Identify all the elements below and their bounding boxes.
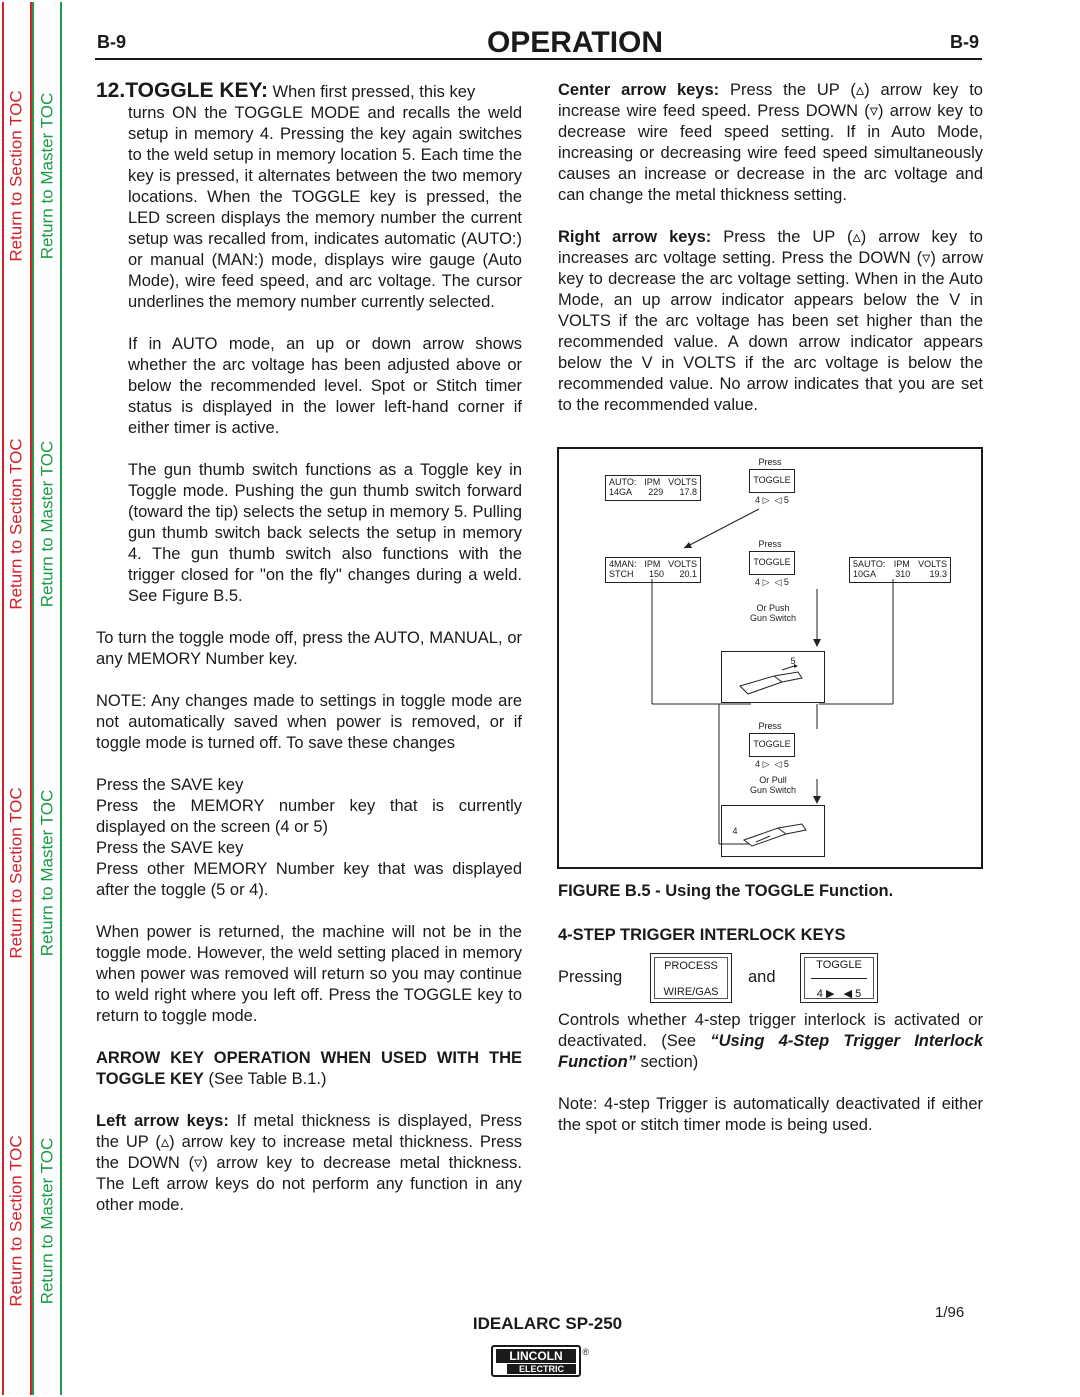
gun-thumb-switch-paragraph: The gun thumb switch functions as a Toggle key in Toggle mode. Pushing the gun thumb switch forward (toward the tip) selects the setup in memory 5. Pulling gun thumb switch back selects the setup in memory 4. The gun thumb switch also functions with the trigger closed for "on the fly" changes during a weld. See Figure B.5. [128, 461, 522, 605]
return-to-section-toc-link[interactable]: Return to Section TOC [7, 1135, 27, 1307]
press-label: Press [758, 457, 782, 467]
return-to-master-toc-link[interactable]: Return to Master TOC [37, 441, 57, 608]
pressing-label: Pressing [558, 968, 623, 986]
auto-mode-paragraph: If in AUTO mode, an up or down arrow shows whether the arc voltage has been adjusted above or below the recommended level. Spot or Stitch timer status is displayed in the lower left-hand corner if either timer is active. [128, 335, 522, 437]
return-to-section-toc-link[interactable]: Return to Section TOC [7, 438, 27, 611]
left-arrow-keys-paragraph: Left arrow keys: If metal thickness is displayed, Press the UP (▵) arrow key to increase metal thickness. Press the DOWN (▿) arrow key to decrease metal thickness. The Left arrow keys do not perform any function in any other mode. [96, 1112, 522, 1214]
lcd-auto-display-5: 5AUTO: IPM VOLTS 10GA 310 19.3 [849, 557, 951, 583]
toggle-arrows: 4 ▷ ◁ 5 [755, 577, 789, 587]
step-number: 12. [96, 79, 126, 102]
note-4-step: Note: 4-step Trigger is automatically deactivated if either the spot or stitch timer mode is being used. [558, 1095, 983, 1134]
interlock-heading: 4-STEP TRIGGER INTERLOCK KEYS [558, 926, 846, 944]
process-wire-gas-key: PROCESS WIRE/GAS [650, 953, 732, 1003]
lincoln-electric-logo: LINCOLN ® ELECTRIC [491, 1345, 581, 1377]
interlock-text [558, 1010, 983, 1157]
figure-caption: FIGURE B.5 - Using the TOGGLE Function. [558, 882, 894, 900]
page-title: OPERATION [486, 26, 664, 59]
return-to-master-toc-link[interactable]: Return to Master TOC [37, 1137, 57, 1305]
toggle-arrows: 4 ▷ ◁ 5 [755, 495, 789, 505]
master-toc-sidebar [32, 2, 62, 1395]
note-paragraph: NOTE: Any changes made to settings in toggle mode are not automatically saved when power is removed, or if toggle mode is turned off. To save these changes [96, 692, 522, 752]
lcd-auto-display: AUTO: IPM VOLTS 14GA 229 17.8 [605, 475, 701, 501]
arrow-key-heading: ARROW KEY OPERATION WHEN USED WITH THE TOGGLE KEY (See Table B.1.) [96, 1049, 522, 1088]
save-step-2: Press the SAVE key [96, 839, 244, 857]
figure-b5 [557, 447, 983, 869]
step-title: TOGGLE KEY: [125, 79, 268, 102]
toggle-off-paragraph: To turn the toggle mode off, press the AUTO, MANUAL, or any MEMORY Number key. [96, 629, 522, 668]
controls-paragraph: Controls whether 4-step trigger interlock is activated or deactivated. (See “Using 4-Step Trigger Interlock Function” section) [558, 1011, 983, 1071]
revision-date: 1/96 [935, 1304, 965, 1321]
save-step-1: Press the SAVE key [96, 776, 244, 794]
or-push-label: Or Push Gun Switch [749, 603, 797, 623]
return-to-section-toc-link[interactable]: Return to Section TOC [7, 786, 27, 959]
gun-switch-back-illustration: 4 [721, 805, 825, 857]
step-12-lead [96, 80, 522, 103]
right-arrow-keys-paragraph: Right arrow keys: Press the UP (▵) arrow key to increases arc voltage setting. Press the DOWN (▿) arrow key to decrease the arc voltage setting. When in the Auto Mode, an up arrow indicator appears below the V in VOLTS if the arc voltage has been set higher than the recommended value. A down arrow indicator appears below the V in VOLTS if the arc voltage is below the recommended value. No arrow indicates that you are set to the recommended value. [558, 228, 983, 414]
memory-step-1: Press the MEMORY number key that is currently displayed on the screen (4 or 5) [96, 797, 522, 836]
step-intro: When first pressed, this key [272, 83, 476, 101]
press-label: Press [758, 539, 782, 549]
toggle-key: TOGGLE [749, 733, 795, 757]
toggle-key: TOGGLE [749, 469, 795, 493]
toggle-key-small: TOGGLE 4 ▶ ◀ 5 [800, 953, 878, 1003]
page-code-right: B-9 [950, 32, 980, 52]
press-label: Press [758, 721, 782, 731]
gun-switch-forward-illustration: 5 [721, 651, 825, 703]
right-column [558, 80, 983, 437]
toggle-key-paragraph: turns ON the TOGGLE MODE and recalls the weld setup in memory 4. Pressing the key again switches to the weld setup in memory location 5. Each time the key is pressed, it alternates between the two memory locations. When the TOGGLE key is pressed, the LED screen displays the memory number the current setup was recalled from, indicates automatic (AUTO:) or manual (MAN:) mode, displays wire gauge (Auto Mode), wire feed speed, and arc voltage. The cursor underlines the memory number currently selected. [128, 104, 522, 311]
toggle-arrows: 4 ▷ ◁ 5 [755, 759, 789, 769]
center-arrow-keys-paragraph: Center arrow keys: Press the UP (▵) arrow key to increase wire feed speed. Press DOWN (▿) arrow key to decrease wire feed speed setting. If in Auto Mode, increasing or decreasing wire feed speed simultaneously causes an increase or decrease in the arc voltage and can change the metal thickness setting. [558, 81, 983, 204]
lcd-man-display: 4MAN: IPM VOLTS STCH 150 20.1 [605, 557, 701, 583]
or-pull-label: Or Pull Gun Switch [749, 775, 797, 795]
interlock-section [558, 925, 983, 952]
header-rule [95, 58, 982, 60]
toggle-arrows: 4 ▶ ◀ 5 [816, 988, 862, 1000]
page-code-left: B-9 [97, 32, 127, 52]
memory-step-2: Press other MEMORY Number key that was displayed after the toggle (5 or 4). [96, 860, 522, 899]
gun-icon [722, 652, 824, 702]
model-name: IDEALARC SP-250 [472, 1314, 623, 1333]
return-to-section-toc-link[interactable]: Return to Section TOC [7, 90, 27, 262]
section-toc-sidebar [2, 2, 32, 1395]
return-to-master-toc-link[interactable]: Return to Master TOC [37, 789, 57, 956]
left-column [96, 80, 522, 1237]
and-label: and [748, 968, 776, 986]
toggle-key: TOGGLE [749, 551, 795, 575]
power-return-paragraph: When power is returned, the machine will not be in the toggle mode. However, the weld setting placed in memory when power was removed will return so you may continue to weld right where you left off. Press the TOGGLE key to return to toggle mode. [96, 923, 522, 1025]
return-to-master-toc-link[interactable]: Return to Master TOC [37, 92, 57, 260]
